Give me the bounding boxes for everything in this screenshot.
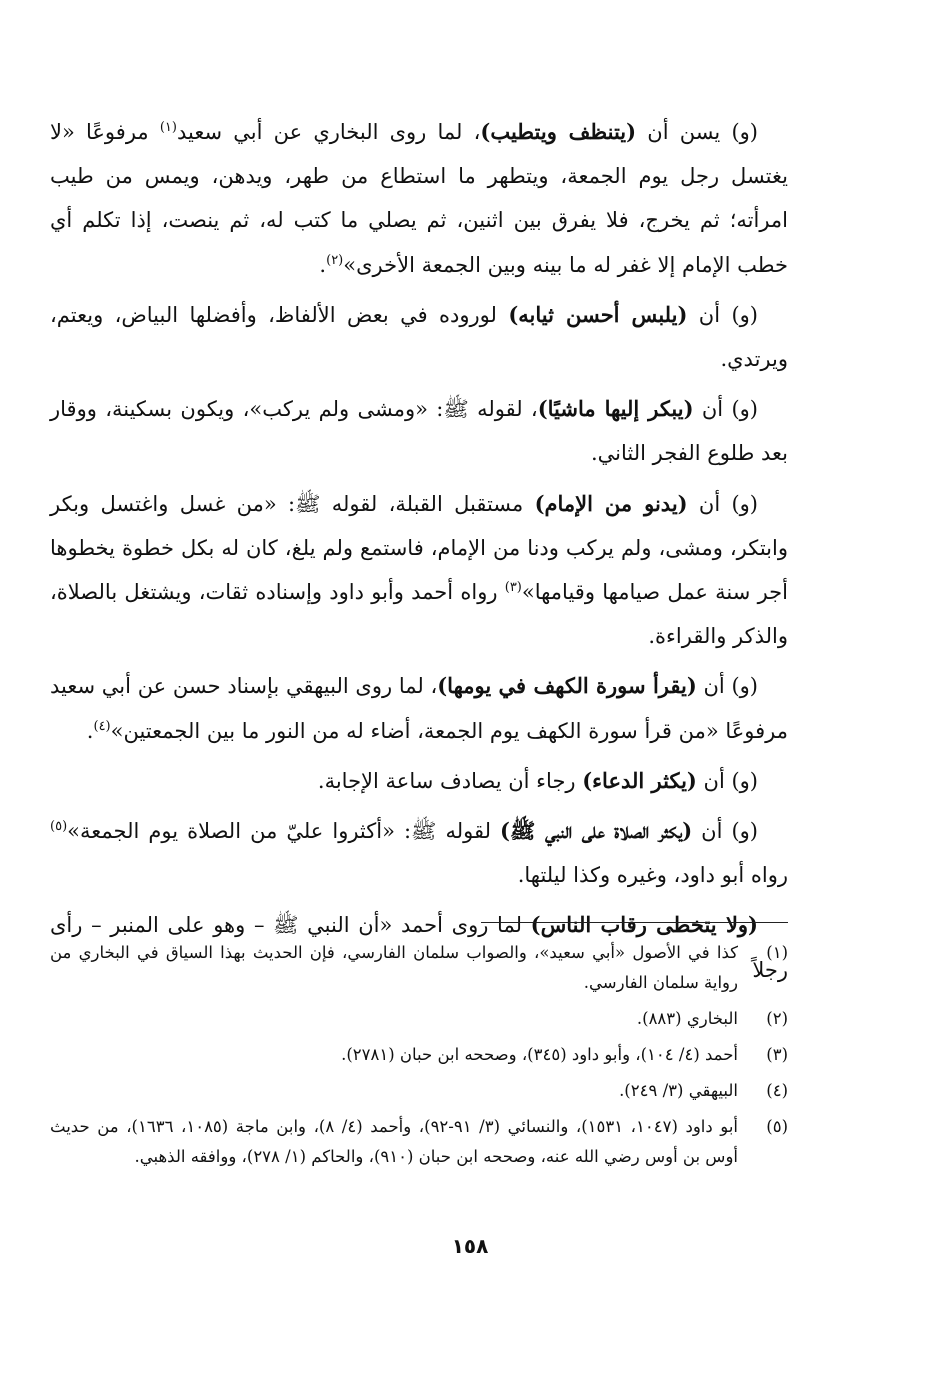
paragraph-clothing: (و) أن (يلبس أحسن ثيابه) لوروده في بعض الألفاظ، وأفضلها البياض، ويعتم، ويرتدي. — [50, 301, 788, 372]
footnote-ref: (٢) — [326, 252, 344, 268]
bold-heading: (يكثر الدعاء) — [582, 767, 697, 793]
footnote-text: البيهقي (٣/ ٢٤٩). — [619, 1081, 738, 1100]
bold-heading: (ولا يتخطى رقاب الناس) — [530, 912, 758, 938]
bold-heading: (يكثر الصلاة على النبي ﷺ) — [500, 818, 693, 844]
footnote-text: أحمد (٤/ ١٠٤)، وأبو داود (٣٤٥)، وصححه ابن حبان (٢٧٨١). — [341, 1045, 738, 1064]
footnote-number: (٥) — [766, 1117, 788, 1136]
footnote-item — [50, 1004, 788, 1034]
bold-heading: (يتنظف ويتطيب) — [480, 119, 637, 144]
paragraph-near-imam: (و) أن (يدنو من الإمام) مستقبل القبلة، لقوله ﷺ: «من غسل واغتسل وبكر وابتكر، ومشى، ولم يركب ودنا من الإمام، فاستمع ولم يلغ، كان له بكل خطوة يخطوها أجر سنة عمل صيامها وقيامها»$^{(٣)}$ رواه أحمد وأبو داود وإسناده ثقات، ويشتغل بالصلاة، والذكر والقراءة. — [50, 490, 788, 649]
paragraph-walking: (و) أن (يبكر إليها ماشيًا)، لقوله ﷺ: «ومشى ولم يركب»، ويكون بسكينة، ووقار بعد طلوع الفجر الثاني. — [50, 396, 788, 466]
footnote-text: أبو داود (١٠٤٧، ١٥٣١)، والنسائي (٣/ ٩١-٩٢)، وأحمد (٤/ ٨)، وابن ماجة (١٠٨٥، ١٦٣٦)، من حديث أوس بن أوس رضي الله عنه، وصححه ابن حبان (٩١٠)، والحاكم (١/ ٢٧٨)، ووافقه الذهبي. — [50, 1117, 738, 1166]
footnote-number: (٢) — [766, 1009, 788, 1028]
footnote-number: (١) — [766, 943, 788, 962]
paragraph-kahf: (و) أن (يقرأ سورة الكهف في يومها)، لما روى البيهقي بإسناد حسن عن أبي سعيد مرفوعًا «من قرأ سورة الكهف يوم الجمعة، أضاء له من النور ما بين الجمعتين»$^{(٤)}$. — [50, 673, 788, 743]
paragraph-dua: (و) أن (يكثر الدعاء) رجاء أن يصادف ساعة الإجابة. — [317, 767, 758, 793]
footnote-item — [50, 1040, 788, 1070]
page-number: ١٥٨ — [451, 1234, 489, 1258]
footnote-text: كذا في الأصول «أبي سعيد»، والصواب سلمان الفارسي، فإن الحديث بهذا السياق في البخاري من رواية سلمان الفارسي. — [50, 943, 738, 992]
bold-heading: (يبكر إليها ماشيًا) — [537, 396, 694, 422]
footnote-number: (٤) — [766, 1081, 788, 1100]
paragraph-grooming: (و) يسن أن (يتنظف ويتطيب)، لما روى البخاري عن أبي سعيد$^{(١)}$ مرفوعًا «لا يغتسل رجل يوم الجمعة، ويتطهر ما استطاع من طهر، ويدهن، ويمس من طيب امرأته؛ ثم يخرج، فلا يفرق بين اثنين، ثم يصلي ما كتب له، ثم ينصت، إذا تكلم أي خطب الإمام إلا غفر له ما بينه وبين الجمعة الأخرى»$^{(٢)}$. — [50, 119, 788, 277]
paragraph-stepping-over: (ولا يتخطى رقاب الناس) لما روى أحمد «أن النبي ﷺ – وهو على المنبر – رأى رجلاً — [50, 912, 788, 982]
footnote-number: (٣) — [766, 1045, 788, 1064]
footnote-ref: (١) — [159, 120, 177, 135]
footnotes — [50, 938, 788, 1178]
bold-heading: (يقرأ سورة الكهف في يومها) — [437, 673, 697, 699]
bold-heading: (يدنو من الإمام) — [534, 490, 688, 516]
footnote-ref: (٥) — [50, 819, 68, 835]
bold-heading: (يلبس أحسن ثيابه) — [508, 301, 688, 327]
footnote-item — [50, 938, 788, 998]
footnote-ref: (٣) — [504, 580, 522, 596]
footnote-item — [50, 1112, 788, 1172]
footnote-ref: (٤) — [93, 718, 111, 734]
footnote-divider — [481, 922, 788, 923]
footnote-text: البخاري (٨٨٣). — [636, 1009, 738, 1028]
paragraph-salawat: (و) أن (يكثر الصلاة على النبي ﷺ) لقوله ﷺ: «أكثروا عليّ من الصلاة يوم الجمعة»$^{(٥)}$ رواه أبو داود، وغيره وكذا ليلتها. — [50, 818, 788, 888]
footnote-item — [50, 1076, 788, 1106]
main-text — [50, 110, 788, 998]
